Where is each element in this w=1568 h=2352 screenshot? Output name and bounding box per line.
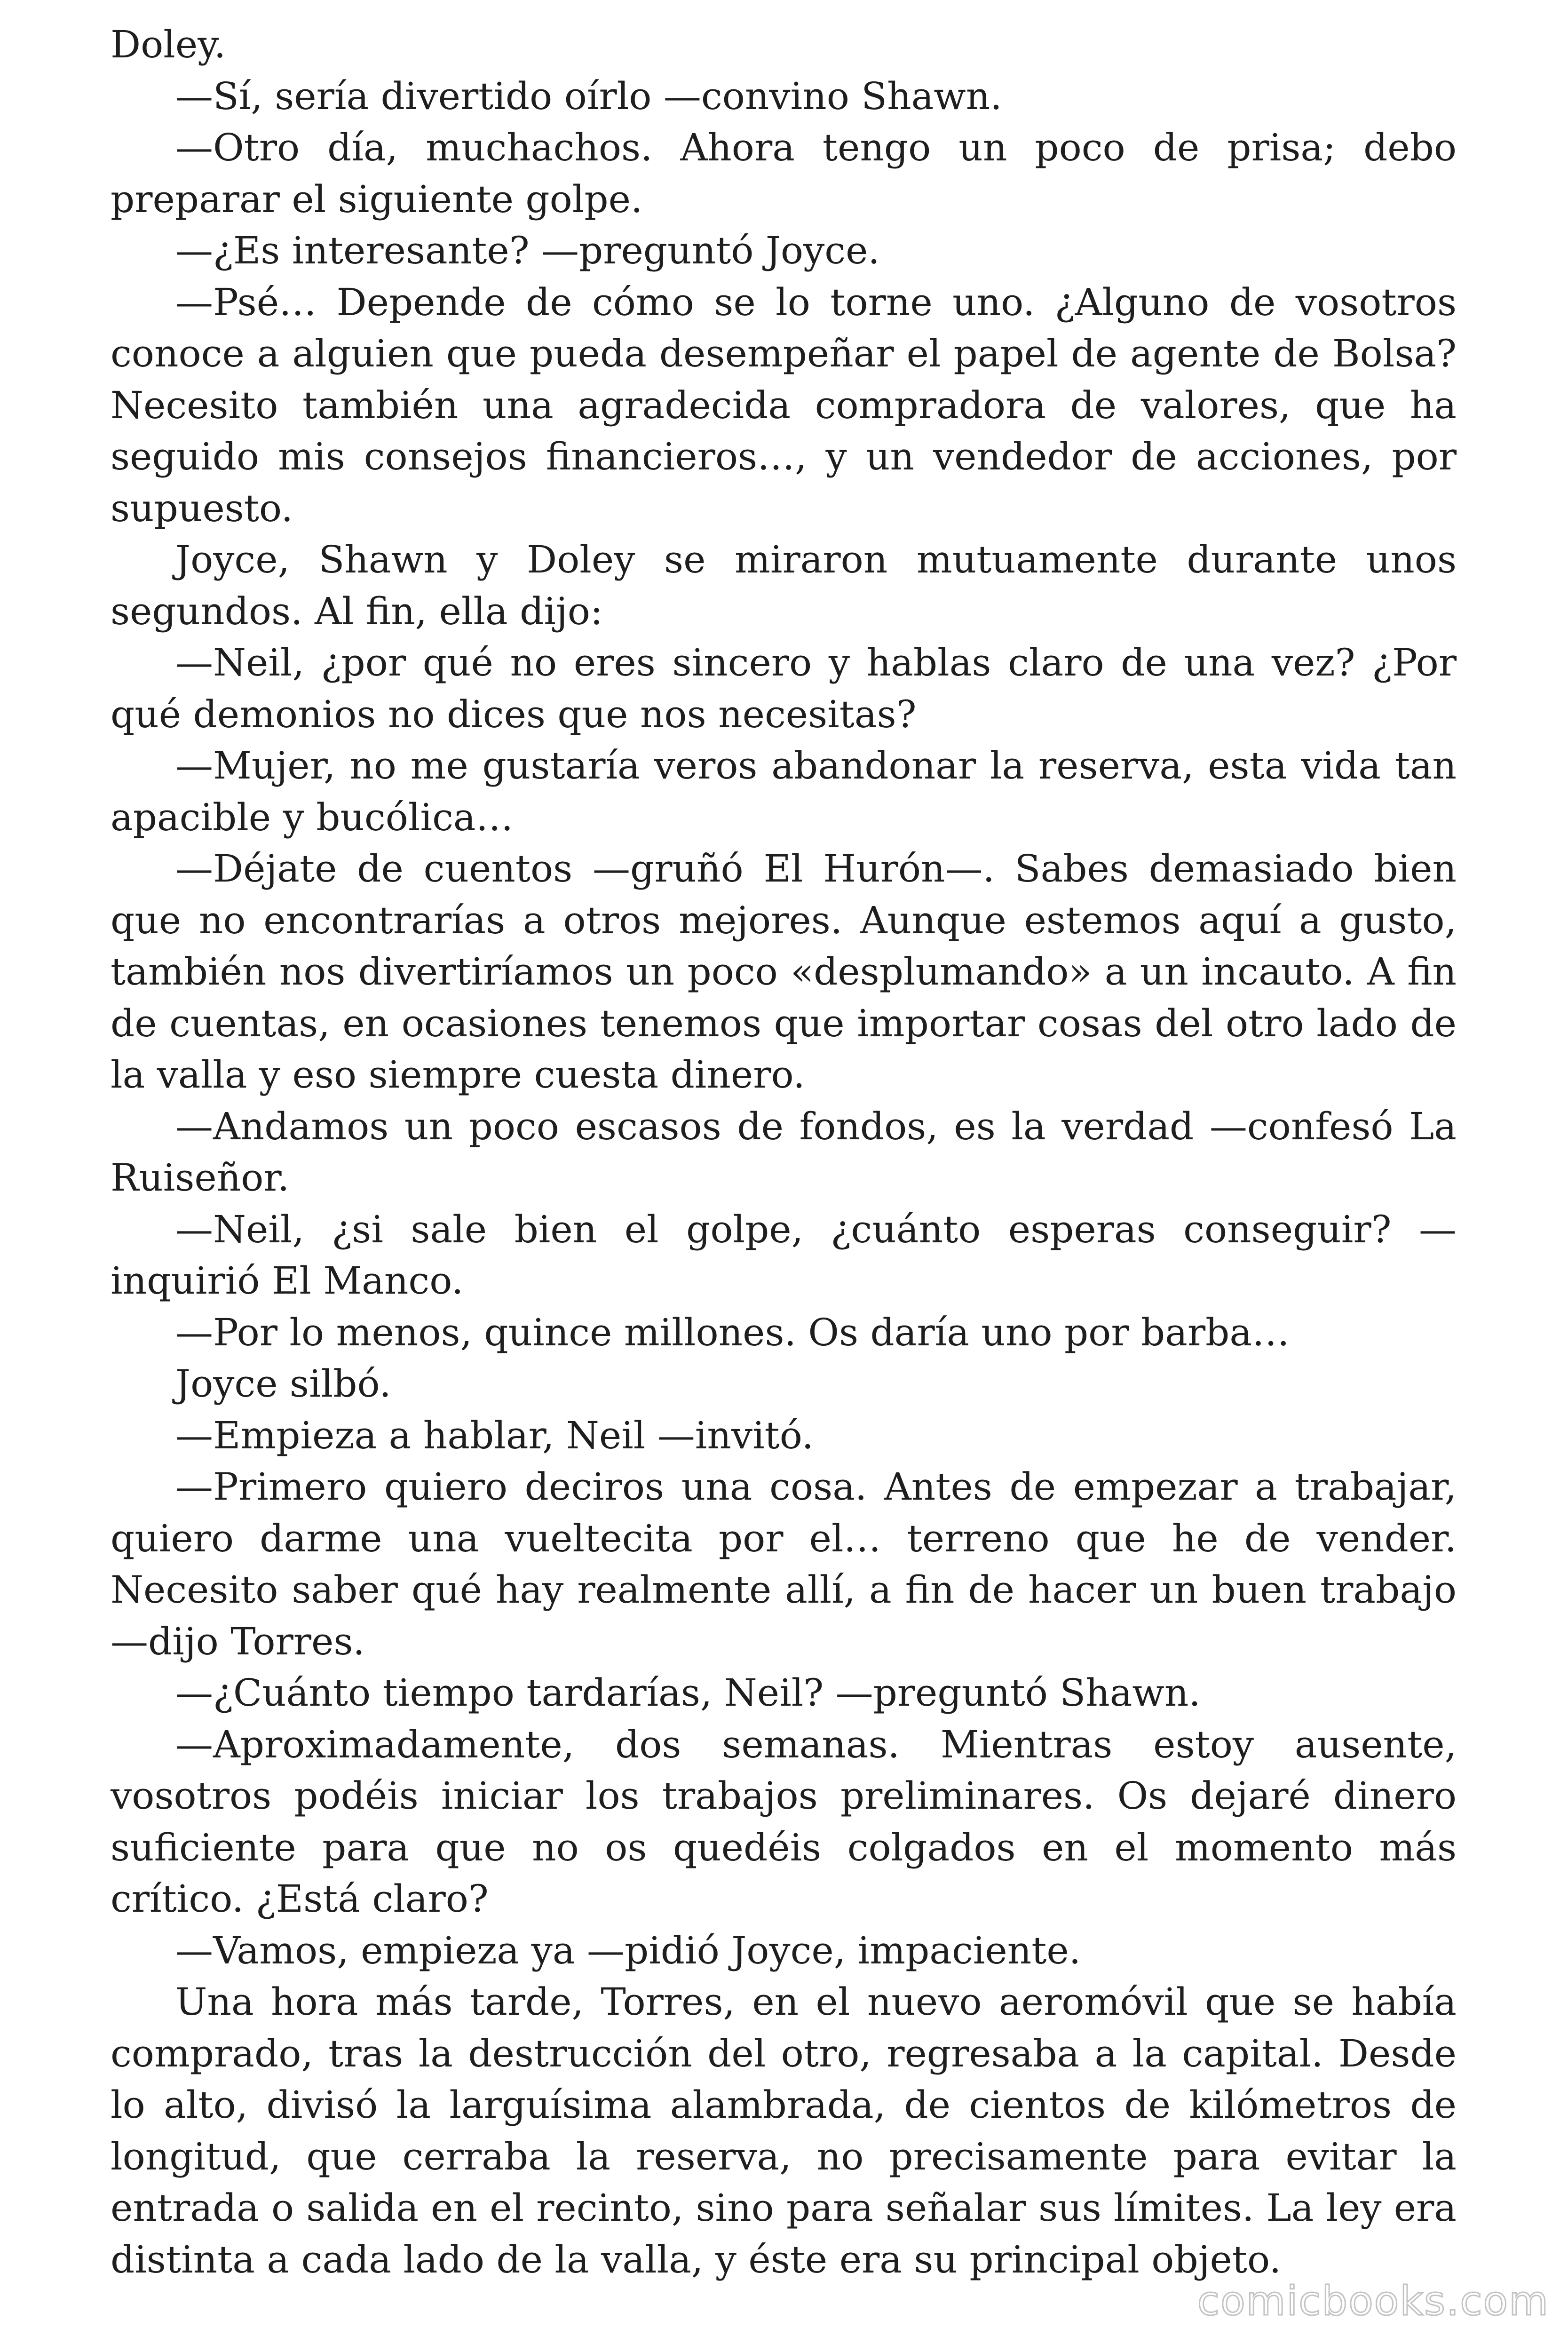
paragraph-6: —Neil, ¿por qué no eres sincero y hablas claro de una vez? ¿Por qué demonios no dices que nos necesitas? <box>111 641 1457 736</box>
paragraph-0: Doley. <box>111 23 226 66</box>
paragraph-5: Joyce, Shawn y Doley se miraron mutuamente durante unos segundos. Al fin, ella dijo: <box>111 538 1457 633</box>
paragraph-3: —¿Es interesante? —preguntó Joyce. <box>175 229 880 272</box>
paragraph-9: —Andamos un poco escasos de fondos, es la verdad —confesó La Ruiseñor. <box>111 1104 1457 1200</box>
paragraph-13: —Empieza a hablar, Neil —invitó. <box>175 1413 814 1457</box>
paragraph-2: —Otro día, muchachos. Ahora tengo un poco de prisa; debo preparar el siguiente golpe. <box>111 126 1457 221</box>
paragraph-16: —Aproximadamente, dos semanas. Mientras estoy ausente, vosotros podéis iniciar los trabajos preliminares. Os dejaré dinero suficiente para que no os quedéis colgados en el momento más crítico. ¿Está claro? <box>111 1722 1457 1921</box>
paragraph-7: —Mujer, no me gustaría veros abandonar la reserva, esta vida tan apacible y bucólica… <box>111 744 1457 839</box>
paragraph-10: —Neil, ¿si sale bien el golpe, ¿cuánto esperas conseguir? — inquirió El Manco. <box>111 1207 1457 1303</box>
paragraph-18: Una hora más tarde, Torres, en el nuevo aeromóvil que se había comprado, tras la destrucción del otro, regresaba a la capital. Desde lo alto, divisó la larguísima alambrada, de cientos de kilómetros de longitud, que cerraba la reserva, no precisamente para evitar la entrada o salida en el recinto, sino para señalar sus límites. La ley era distinta a cada lado de la valla, y éste era su principal objeto. <box>111 1980 1457 2281</box>
paragraph-8: —Déjate de cuentos —gruñó El Hurón—. Sabes demasiado bien que no encontrarías a otros mejores. Aunque estemos aquí a gusto, también nos divertiríamos un poco «desplumando» a un incauto. A fin de cuentas, en ocasiones tenemos que importar cosas del otro lado de la valla y eso siempre cuesta dinero. <box>111 847 1457 1097</box>
paragraph-12: Joyce silbó. <box>175 1362 391 1406</box>
paragraph-4: —Psé… Depende de cómo se lo torne uno. ¿Alguno de vosotros conoce a alguien que pueda desempeñar el papel de agente de Bolsa? Necesito también una agradecida compradora de valores, que ha seguido mis consejos financieros…, y un vendedor de acciones, por supuesto. <box>111 280 1457 530</box>
paragraph-14: —Primero quiero deciros una cosa. Antes de empezar a trabajar, quiero darme una vueltecita por el… terreno que he de vender. Necesito saber qué hay realmente allí, a fin de hacer un buen trabajo —dijo Torres. <box>111 1465 1457 1663</box>
paragraph-15: —¿Cuánto tiempo tardarías, Neil? —preguntó Shawn. <box>175 1671 1201 1715</box>
paragraph-1: —Sí, sería divertido oírlo —convino Shawn. <box>175 74 1002 118</box>
watermark-logo: comicbooks.com <box>1197 2278 1549 2325</box>
paragraph-11: —Por lo menos, quince millones. Os daría uno por barba… <box>175 1310 1290 1354</box>
book-page-text <box>111 19 1457 2285</box>
paragraph-17: —Vamos, empieza ya —pidió Joyce, impaciente. <box>175 1928 1081 1972</box>
